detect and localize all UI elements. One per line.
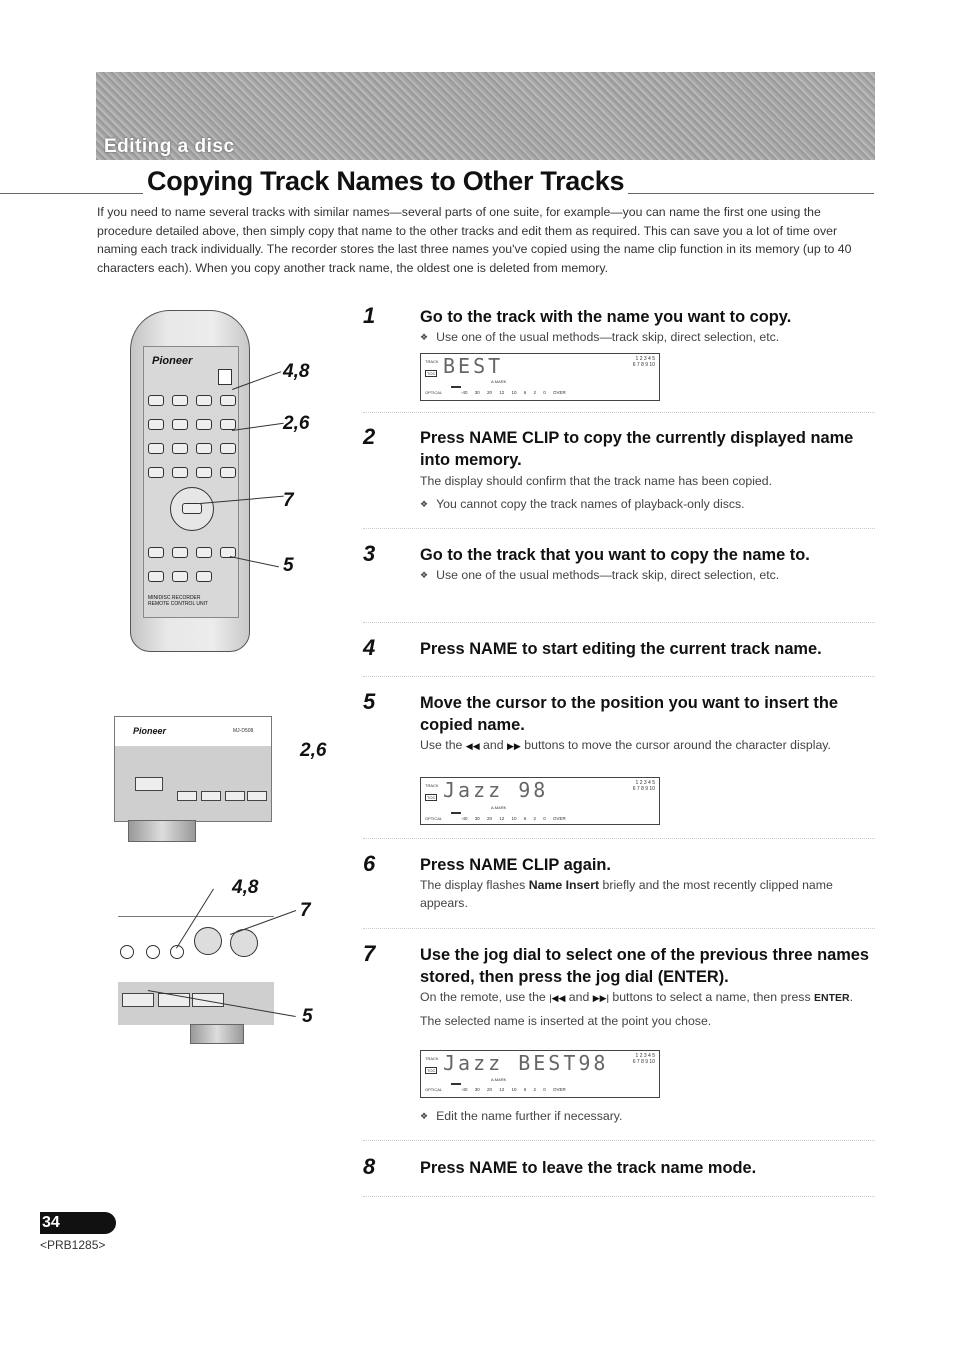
- lcd-optical-label: OPTICAL: [425, 816, 443, 821]
- lcd-track-numbers: 1 2 3 4 5: [635, 1053, 655, 1059]
- remote-button: [172, 571, 188, 582]
- skip-forward-icon: ▶▶|: [592, 993, 609, 1003]
- step-body-2: The selected name is inserted at the point you chose.: [420, 1014, 712, 1028]
- lcd-amark-label: A.MARK: [491, 379, 507, 384]
- remote-label-line2: REMOTE CONTROL UNIT: [148, 601, 209, 607]
- remote-label-line1: MINIDISC RECORDER: [148, 595, 201, 601]
- lcd-track-label: TRACK: [425, 359, 439, 364]
- lcd-level-bar: [451, 812, 461, 814]
- lcd-toc-label: TOC: [427, 1068, 436, 1073]
- callout-remote-4-8: 4,8: [283, 361, 310, 382]
- panel-model: MJ-D508: [233, 728, 254, 734]
- intro-paragraph: If you need to name several tracks with similar names—several parts of one suite, for example—you can name the first one using the procedure detailed above, then simply copy that name to the other tracks and edit them as required. This can save you a lot of time over naming each track individually. The recorder stores the last three names you've copied using the name clip function in its memory (up to 40 characters each). When you copy another track name, the oldest one is deleted from memory.: [97, 205, 852, 275]
- remote-control-illustration: [130, 310, 250, 652]
- panel-brand: Pioneer: [133, 726, 167, 736]
- section-banner: [96, 72, 875, 160]
- panel-button: [247, 791, 267, 801]
- panel-round-button: [146, 945, 160, 959]
- step-title: Press NAME to start editing the current track name.: [420, 640, 822, 658]
- step-divider: [363, 622, 875, 623]
- remote-button: [172, 547, 188, 558]
- remote-button: [148, 467, 164, 478]
- enter-text: ENTER: [814, 992, 850, 1004]
- lcd-meter-scale: -40 30 20 12 10 6 2 0 OVER: [461, 390, 566, 395]
- md-logo-icon: [218, 369, 232, 385]
- step-number: 2: [363, 424, 376, 449]
- lcd-level-bar: [451, 1083, 461, 1085]
- page-number: 34: [40, 1212, 116, 1234]
- remote-button: [196, 419, 212, 430]
- step-1: [363, 303, 875, 347]
- step-number: 4: [363, 635, 376, 660]
- remote-face: [143, 346, 239, 618]
- step-number: 7: [363, 941, 376, 966]
- lcd-track-numbers: 6 7 8 9 10: [632, 786, 655, 792]
- step-divider: [363, 412, 875, 413]
- lcd-toc-label: TOC: [427, 371, 436, 376]
- remote-button: [220, 443, 236, 454]
- lcd-toc-label: TOC: [427, 795, 436, 800]
- lcd-display-3: [420, 1050, 660, 1098]
- step-number: 3: [363, 541, 376, 566]
- step-3: [363, 541, 875, 585]
- remote-button: [196, 571, 212, 582]
- lcd-amark-label: A.MARK: [491, 805, 507, 810]
- remote-brand: Pioneer: [152, 355, 193, 367]
- step-bullet: ❖ You cannot copy the track names of playback-only discs.: [420, 495, 875, 514]
- lcd-amark-label: A.MARK: [491, 1077, 507, 1082]
- callout-panel-4-8: 4,8: [232, 877, 259, 898]
- step-number: 1: [363, 303, 376, 328]
- step-divider: [363, 1140, 875, 1141]
- rewind-icon: ◀◀: [465, 741, 480, 751]
- callout-panel-7: 7: [300, 900, 311, 921]
- remote-button: [220, 467, 236, 478]
- step-body: Use the ◀◀ and ▶▶ buttons to move the cursor around the character display.: [420, 738, 831, 752]
- front-panel-illustration-top: [114, 716, 272, 822]
- step-divider: [363, 528, 875, 529]
- step-5: [363, 689, 875, 755]
- step-title: Use the jog dial to select one of the previous three names stored, then press the jog dial (ENTER).: [420, 946, 870, 986]
- callout-remote-2-6: 2,6: [283, 413, 310, 434]
- step-7: [363, 941, 875, 1030]
- remote-button: [196, 547, 212, 558]
- step-number: 6: [363, 851, 376, 876]
- step-title: Press NAME CLIP to copy the currently displayed name into memory.: [420, 429, 854, 469]
- remote-button: [148, 547, 164, 558]
- step-number: 5: [363, 689, 376, 714]
- enter-button: [182, 503, 202, 514]
- jog-dial: [194, 927, 222, 955]
- lcd-display-1: [420, 353, 660, 401]
- step-8: [363, 1154, 875, 1179]
- lcd-optical-label: OPTICAL: [425, 1087, 443, 1092]
- lcd-text: BEST: [443, 354, 504, 378]
- remote-button: [148, 443, 164, 454]
- lcd-level-bar: [451, 386, 461, 388]
- step-4: [363, 635, 875, 660]
- step-bullet: ❖ Use one of the usual methods—track skip, direct selection, etc.: [420, 328, 875, 347]
- fast-forward-icon: ▶▶: [507, 741, 521, 751]
- step-body: On the remote, use the |◀◀ and ▶▶| buttons to select a name, then press ENTER.: [420, 990, 854, 1004]
- lcd-meter-scale: -40 30 20 12 10 6 2 0 OVER: [461, 816, 566, 821]
- panel-knob: [128, 820, 196, 842]
- callout-remote-7: 7: [283, 490, 294, 511]
- callout-panel-2-6: 2,6: [300, 740, 327, 761]
- remote-button: [172, 419, 188, 430]
- remote-button: [148, 395, 164, 406]
- panel-button: [177, 791, 197, 801]
- lcd-text: Jazz BEST98: [443, 1051, 609, 1075]
- page-title: Copying Track Names to Other Tracks: [143, 166, 628, 197]
- panel-button: [201, 791, 221, 801]
- step-title: Move the cursor to the position you want to insert the copied name.: [420, 694, 838, 734]
- panel-button: [225, 791, 245, 801]
- panel-round-button: [120, 945, 134, 959]
- section-label: Editing a disc: [104, 136, 235, 157]
- panel-button: [135, 777, 163, 791]
- callout-remote-5: 5: [283, 555, 294, 576]
- remote-button: [172, 443, 188, 454]
- panel-knob: [190, 1024, 244, 1044]
- step-7-bullet: ❖ Edit the name further if necessary.: [420, 1107, 622, 1126]
- step-divider: [363, 928, 875, 929]
- step-body: The display should confirm that the track name has been copied.: [420, 474, 773, 488]
- step-6: [363, 851, 875, 912]
- lcd-optical-label: OPTICAL: [425, 390, 443, 395]
- remote-button: [148, 571, 164, 582]
- step-divider: [363, 1196, 875, 1197]
- lcd-track-label: TRACK: [425, 1056, 439, 1061]
- remote-button: [220, 419, 236, 430]
- lcd-track-numbers: 6 7 8 9 10: [632, 362, 655, 368]
- remote-button: [172, 467, 188, 478]
- lcd-track-numbers: 6 7 8 9 10: [632, 1059, 655, 1065]
- step-title: Press NAME to leave the track name mode.: [420, 1159, 757, 1177]
- remote-button: [220, 395, 236, 406]
- remote-button: [196, 443, 212, 454]
- name-insert-text: Name Insert: [528, 878, 600, 892]
- step-title: Press NAME CLIP again.: [420, 856, 611, 874]
- step-title: Go to the track with the name you want to copy.: [420, 308, 792, 326]
- step-divider: [363, 676, 875, 677]
- remote-button: [148, 419, 164, 430]
- remote-button: [196, 467, 212, 478]
- document-code: <PRB1285>: [40, 1238, 106, 1252]
- lcd-track-label: TRACK: [425, 783, 439, 788]
- lcd-meter-scale: -40 30 20 12 10 6 2 0 OVER: [461, 1087, 566, 1092]
- step-divider: [363, 838, 875, 839]
- step-title: Go to the track that you want to copy the name to.: [420, 546, 810, 564]
- step-2: [363, 424, 875, 514]
- panel-button: [122, 993, 154, 1007]
- step-body: The display flashes Name Insert briefly and the most recently clipped name appears.: [420, 878, 833, 910]
- skip-back-icon: |◀◀: [549, 993, 566, 1003]
- callout-panel-5: 5: [302, 1006, 313, 1027]
- step-number: 8: [363, 1154, 376, 1179]
- lcd-text: Jazz 98: [443, 778, 549, 802]
- lcd-display-2: [420, 777, 660, 825]
- lcd-track-numbers: 1 2 3 4 5: [635, 780, 655, 786]
- lcd-track-numbers: 1 2 3 4 5: [635, 356, 655, 362]
- remote-button: [172, 395, 188, 406]
- step-bullet: ❖ Use one of the usual methods—track skip, direct selection, etc.: [420, 566, 875, 585]
- remote-button: [196, 395, 212, 406]
